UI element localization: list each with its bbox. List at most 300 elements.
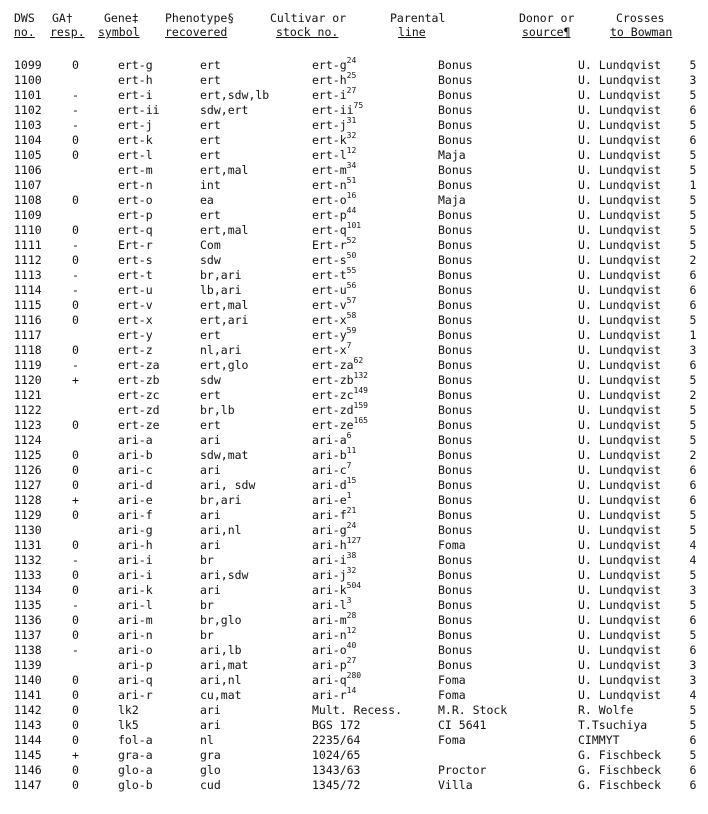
parental-line-cell — [430, 748, 568, 763]
dws-text: 1137 — [14, 628, 42, 642]
phenotype-cell — [194, 658, 306, 673]
gene-symbol-text: ari-n — [118, 628, 153, 642]
gene-symbol-cell — [112, 733, 194, 748]
dws-text: 1109 — [14, 208, 42, 222]
table-row — [0, 778, 708, 793]
donor-text: U. Lundqvist — [578, 298, 662, 312]
cultivar-cell — [306, 208, 430, 223]
donor-text: G. Fischbeck — [578, 763, 662, 777]
parental-line-text: Foma — [438, 673, 466, 687]
crosses-text: 6 — [689, 103, 697, 117]
phenotype-text: ari,nl — [200, 673, 242, 687]
phenotype-cell — [194, 703, 306, 718]
ga-response-text: 0 — [72, 193, 79, 207]
header-cultivar-1: Cultivar or — [270, 11, 347, 25]
header-donor-2: source¶ — [522, 25, 571, 39]
cultivar-text: ari-d — [312, 478, 347, 492]
cultivar-text: ert-n — [312, 178, 347, 192]
cultivar-text: ert-v — [312, 298, 347, 312]
ga-response-cell — [66, 478, 112, 493]
parental-line-cell — [430, 538, 568, 553]
crosses-text: 6 — [689, 493, 697, 507]
cultivar-text: ert-ze — [312, 418, 354, 432]
gene-symbol-text: ari-o — [118, 643, 153, 657]
dws-cell — [0, 103, 66, 118]
crosses-cell — [678, 643, 708, 658]
phenotype-text: ert — [200, 208, 221, 222]
phenotype-text: ari — [200, 703, 221, 717]
parental-line-text: Bonus — [438, 223, 473, 237]
dws-cell — [0, 178, 66, 193]
parental-line-text: Bonus — [438, 118, 473, 132]
parental-line-cell — [430, 58, 568, 73]
ga-response-text: - — [72, 88, 79, 102]
phenotype-cell — [194, 118, 306, 133]
cultivar-cell — [306, 613, 430, 628]
ga-response-cell — [66, 358, 112, 373]
ga-response-text: 0 — [72, 673, 79, 687]
dws-cell — [0, 58, 66, 73]
dws-cell — [0, 583, 66, 598]
cultivar-text: ert-ii — [312, 103, 354, 117]
cultivar-superscript: 6 — [346, 431, 352, 440]
phenotype-text: nl,ari — [200, 343, 242, 357]
phenotype-text: ert — [200, 58, 221, 72]
cultivar-text: ari-i — [312, 553, 347, 567]
gene-symbol-text: lk5 — [118, 718, 139, 732]
parental-line-text: Bonus — [438, 433, 473, 447]
crosses-cell — [678, 58, 708, 73]
donor-text: CIMMYT — [578, 733, 620, 747]
dws-cell — [0, 73, 66, 88]
crosses-text: 6 — [689, 613, 697, 627]
ga-response-cell — [66, 688, 112, 703]
crosses-text: 2 — [689, 448, 697, 462]
gene-symbol-text: fol-a — [118, 733, 153, 747]
parental-line-cell — [430, 283, 568, 298]
parental-line-cell — [430, 763, 568, 778]
cultivar-text: ert-x — [312, 313, 347, 327]
crosses-text: 5 — [689, 148, 697, 162]
phenotype-cell — [194, 133, 306, 148]
phenotype-text: glo — [200, 763, 221, 777]
crosses-cell — [678, 358, 708, 373]
parental-line-cell — [430, 253, 568, 268]
phenotype-text: ert,mal — [200, 163, 249, 177]
gene-symbol-cell — [112, 493, 194, 508]
header-gene-2: symbol — [98, 25, 140, 39]
cultivar-cell — [306, 643, 430, 658]
parental-line-cell — [430, 298, 568, 313]
dws-cell — [0, 493, 66, 508]
gene-symbol-cell — [112, 118, 194, 133]
cultivar-cell — [306, 583, 430, 598]
table-row — [0, 718, 708, 733]
ga-response-cell — [66, 628, 112, 643]
cultivar-superscript: 16 — [346, 191, 357, 200]
cultivar-cell — [306, 328, 430, 343]
cultivar-cell — [306, 433, 430, 448]
parental-line-cell — [430, 643, 568, 658]
parental-line-text: Bonus — [438, 493, 473, 507]
donor-cell — [568, 58, 678, 73]
header-crosses-1: Crosses — [616, 11, 665, 25]
dws-text: 1115 — [14, 298, 42, 312]
cultivar-text: ari-m — [312, 613, 347, 627]
dws-cell — [0, 748, 66, 763]
cultivar-superscript: 31 — [346, 116, 357, 125]
ga-response-text: - — [72, 358, 79, 372]
table-body — [0, 58, 708, 793]
parental-line-text: Bonus — [438, 418, 473, 432]
phenotype-text: nl — [200, 733, 214, 747]
crosses-text: 6 — [689, 298, 697, 312]
donor-cell — [568, 658, 678, 673]
cultivar-cell — [306, 238, 430, 253]
gene-symbol-cell — [112, 673, 194, 688]
donor-cell — [568, 583, 678, 598]
cultivar-cell — [306, 148, 430, 163]
gene-symbol-cell — [112, 88, 194, 103]
crosses-cell — [678, 88, 708, 103]
crosses-cell — [678, 463, 708, 478]
crosses-text: 5 — [689, 403, 697, 417]
crosses-cell — [678, 388, 708, 403]
donor-cell — [568, 193, 678, 208]
crosses-text: 5 — [689, 373, 697, 387]
dws-text: 1132 — [14, 553, 42, 567]
crosses-cell — [678, 208, 708, 223]
donor-cell — [568, 418, 678, 433]
donor-cell — [568, 403, 678, 418]
donor-text: U. Lundqvist — [578, 238, 662, 252]
crosses-text: 5 — [689, 628, 697, 642]
header-ga-2: resp. — [50, 25, 85, 39]
ga-response-cell — [66, 658, 112, 673]
crosses-cell — [678, 223, 708, 238]
cultivar-superscript: 57 — [346, 296, 357, 305]
dws-text: 1110 — [14, 223, 42, 237]
gene-symbol-cell — [112, 568, 194, 583]
crosses-text: 3 — [689, 73, 697, 87]
parental-line-text: Bonus — [438, 73, 473, 87]
gene-symbol-cell — [112, 643, 194, 658]
crosses-text: 5 — [689, 568, 697, 582]
ga-response-cell — [66, 733, 112, 748]
phenotype-cell — [194, 238, 306, 253]
dws-text: 1121 — [14, 388, 42, 402]
gene-symbol-cell — [112, 73, 194, 88]
ga-response-cell — [66, 433, 112, 448]
ga-response-cell — [66, 523, 112, 538]
crosses-text: 5 — [689, 88, 697, 102]
gene-symbol-text: ari-h — [118, 538, 153, 552]
phenotype-text: ari — [200, 463, 221, 477]
crosses-cell — [678, 313, 708, 328]
phenotype-text: br — [200, 598, 214, 612]
crosses-text: 5 — [689, 703, 697, 717]
parental-line-text: CI 5641 — [438, 718, 487, 732]
gene-symbol-text: gra-a — [118, 748, 153, 762]
gene-symbol-cell — [112, 193, 194, 208]
parental-line-cell — [430, 388, 568, 403]
donor-text: U. Lundqvist — [578, 88, 662, 102]
cultivar-superscript: 11 — [346, 446, 357, 455]
crosses-cell — [678, 373, 708, 388]
dws-text: 1143 — [14, 718, 42, 732]
cultivar-text: ert-h — [312, 73, 347, 87]
header-cultivar-2: stock no. — [276, 25, 339, 39]
crosses-cell — [678, 538, 708, 553]
donor-text: U. Lundqvist — [578, 148, 662, 162]
dws-text: 1129 — [14, 508, 42, 522]
crosses-text: 6 — [689, 478, 697, 492]
donor-text: U. Lundqvist — [578, 628, 662, 642]
ga-response-text: - — [72, 118, 79, 132]
phenotype-text: ea — [200, 193, 214, 207]
cultivar-text: ert-g — [312, 58, 347, 72]
phenotype-text: ert,glo — [200, 358, 249, 372]
phenotype-cell — [194, 583, 306, 598]
cultivar-cell — [306, 418, 430, 433]
dws-text: 1116 — [14, 313, 42, 327]
crosses-text: 5 — [689, 58, 697, 72]
dws-text: 1127 — [14, 478, 42, 492]
phenotype-cell — [194, 748, 306, 763]
crosses-cell — [678, 73, 708, 88]
parental-line-text: Bonus — [438, 523, 473, 537]
ga-response-cell — [66, 223, 112, 238]
ga-response-text: 0 — [72, 688, 79, 702]
cultivar-text: 2235/64 — [312, 733, 361, 747]
parental-line-cell — [430, 598, 568, 613]
cultivar-cell — [306, 118, 430, 133]
cultivar-superscript: 101 — [346, 221, 362, 230]
crosses-cell — [678, 733, 708, 748]
gene-symbol-cell — [112, 658, 194, 673]
parental-line-cell — [430, 478, 568, 493]
ga-response-text: 0 — [72, 313, 79, 327]
phenotype-text: br — [200, 628, 214, 642]
donor-text: U. Lundqvist — [578, 133, 662, 147]
phenotype-text: int — [200, 178, 221, 192]
crosses-cell — [678, 178, 708, 193]
ga-response-cell — [66, 613, 112, 628]
phenotype-cell — [194, 313, 306, 328]
phenotype-cell — [194, 88, 306, 103]
gene-symbol-text: ert-m — [118, 163, 153, 177]
ga-response-text: - — [72, 283, 79, 297]
gene-symbol-text: ert-q — [118, 223, 153, 237]
gene-symbol-text: ert-ze — [118, 418, 160, 432]
ga-response-cell — [66, 298, 112, 313]
dws-cell — [0, 463, 66, 478]
phenotype-cell — [194, 253, 306, 268]
donor-text: U. Lundqvist — [578, 178, 662, 192]
crosses-text: 3 — [689, 673, 697, 687]
parental-line-text: Bonus — [438, 508, 473, 522]
donor-cell — [568, 328, 678, 343]
cultivar-cell — [306, 568, 430, 583]
crosses-text: 6 — [689, 358, 697, 372]
dws-cell — [0, 88, 66, 103]
gene-symbol-text: ari-k — [118, 583, 153, 597]
cultivar-text: ari-g — [312, 523, 347, 537]
phenotype-cell — [194, 298, 306, 313]
gene-symbol-text: ert-zd — [118, 403, 160, 417]
cultivar-text: ari-k — [312, 583, 347, 597]
ga-response-cell — [66, 343, 112, 358]
table-row — [0, 448, 708, 463]
ga-response-cell — [66, 58, 112, 73]
parental-line-text: Bonus — [438, 613, 473, 627]
dws-text: 1100 — [14, 73, 42, 87]
cultivar-cell — [306, 313, 430, 328]
crosses-cell — [678, 118, 708, 133]
gene-symbol-cell — [112, 418, 194, 433]
cultivar-cell — [306, 268, 430, 283]
crosses-cell — [678, 568, 708, 583]
parental-line-text: Foma — [438, 538, 466, 552]
parental-line-cell — [430, 88, 568, 103]
cultivar-superscript: 280 — [346, 671, 362, 680]
donor-text: U. Lundqvist — [578, 388, 662, 402]
ga-response-text: 0 — [72, 463, 79, 477]
cultivar-cell — [306, 598, 430, 613]
cultivar-superscript: 32 — [346, 566, 357, 575]
ga-response-cell — [66, 73, 112, 88]
crosses-cell — [678, 298, 708, 313]
cultivar-superscript: 132 — [353, 371, 368, 380]
cultivar-text: ert-zc — [312, 388, 354, 402]
cultivar-superscript: 28 — [346, 611, 357, 620]
donor-cell — [568, 568, 678, 583]
parental-line-text: Bonus — [438, 643, 473, 657]
crosses-text: 6 — [689, 133, 697, 147]
cultivar-superscript: 44 — [346, 206, 357, 215]
phenotype-text: lb,ari — [200, 283, 242, 297]
crosses-text: 2 — [689, 253, 697, 267]
gene-symbol-text: glo-b — [118, 778, 153, 792]
parental-line-cell — [430, 433, 568, 448]
ga-response-cell — [66, 703, 112, 718]
dws-cell — [0, 448, 66, 463]
crosses-cell — [678, 553, 708, 568]
header-dws-2: no. — [14, 25, 35, 39]
phenotype-text: ari,lb — [200, 643, 242, 657]
cultivar-cell — [306, 778, 430, 793]
gene-symbol-cell — [112, 763, 194, 778]
cultivar-cell — [306, 193, 430, 208]
phenotype-text: ari — [200, 583, 221, 597]
phenotype-text: ert — [200, 148, 221, 162]
donor-cell — [568, 688, 678, 703]
ga-response-cell — [66, 238, 112, 253]
table-row — [0, 328, 708, 343]
ga-response-text: 0 — [72, 343, 79, 357]
parental-line-cell — [430, 118, 568, 133]
parental-line-cell — [430, 268, 568, 283]
phenotype-text: br,ari — [200, 493, 242, 507]
parental-line-text: Bonus — [438, 658, 473, 672]
crosses-cell — [678, 478, 708, 493]
dws-cell — [0, 238, 66, 253]
phenotype-text: Com — [200, 238, 221, 252]
cultivar-cell — [306, 508, 430, 523]
dws-text: 1147 — [14, 778, 42, 792]
dws-cell — [0, 733, 66, 748]
cultivar-cell — [306, 733, 430, 748]
phenotype-cell — [194, 523, 306, 538]
ga-response-cell — [66, 148, 112, 163]
dws-cell — [0, 328, 66, 343]
phenotype-cell — [194, 178, 306, 193]
cultivar-cell — [306, 388, 430, 403]
donor-text: U. Lundqvist — [578, 343, 662, 357]
donor-cell — [568, 763, 678, 778]
gene-symbol-text: Ert-r — [118, 238, 153, 252]
cultivar-text: ari-h — [312, 538, 347, 552]
dws-text: 1108 — [14, 193, 42, 207]
crosses-cell — [678, 778, 708, 793]
gene-symbol-text: ari-f — [118, 508, 153, 522]
donor-text: U. Lundqvist — [578, 658, 662, 672]
dws-cell — [0, 598, 66, 613]
dws-cell — [0, 358, 66, 373]
donor-cell — [568, 223, 678, 238]
dws-cell — [0, 568, 66, 583]
donor-text: U. Lundqvist — [578, 673, 662, 687]
donor-text: U. Lundqvist — [578, 208, 662, 222]
donor-text: U. Lundqvist — [578, 73, 662, 87]
crosses-cell — [678, 628, 708, 643]
cultivar-cell — [306, 703, 430, 718]
gene-symbol-text: ert-y — [118, 328, 153, 342]
donor-cell — [568, 778, 678, 793]
crosses-text: 5 — [689, 223, 697, 237]
donor-cell — [568, 298, 678, 313]
cultivar-cell — [306, 718, 430, 733]
phenotype-text: ert — [200, 73, 221, 87]
parental-line-text: Bonus — [438, 553, 473, 567]
parental-line-text: Bonus — [438, 268, 473, 282]
phenotype-cell — [194, 448, 306, 463]
cultivar-cell — [306, 223, 430, 238]
crosses-text: 5 — [689, 523, 697, 537]
crosses-text: 6 — [689, 763, 697, 777]
table-row — [0, 583, 708, 598]
gene-symbol-cell — [112, 253, 194, 268]
parental-line-text: Bonus — [438, 628, 473, 642]
crosses-cell — [678, 418, 708, 433]
donor-text: U. Lundqvist — [578, 358, 662, 372]
gene-symbol-text: ert-v — [118, 298, 153, 312]
cultivar-cell — [306, 448, 430, 463]
crosses-cell — [678, 343, 708, 358]
donor-text: U. Lundqvist — [578, 283, 662, 297]
cultivar-superscript: 159 — [353, 401, 368, 410]
cultivar-cell — [306, 343, 430, 358]
parental-line-cell — [430, 133, 568, 148]
donor-text: U. Lundqvist — [578, 58, 662, 72]
cultivar-cell — [306, 88, 430, 103]
dws-text: 1103 — [14, 118, 42, 132]
crosses-cell — [678, 613, 708, 628]
donor-cell — [568, 478, 678, 493]
crosses-text: 5 — [689, 208, 697, 222]
dws-text: 1124 — [14, 433, 42, 447]
crosses-text: 2 — [689, 388, 697, 402]
